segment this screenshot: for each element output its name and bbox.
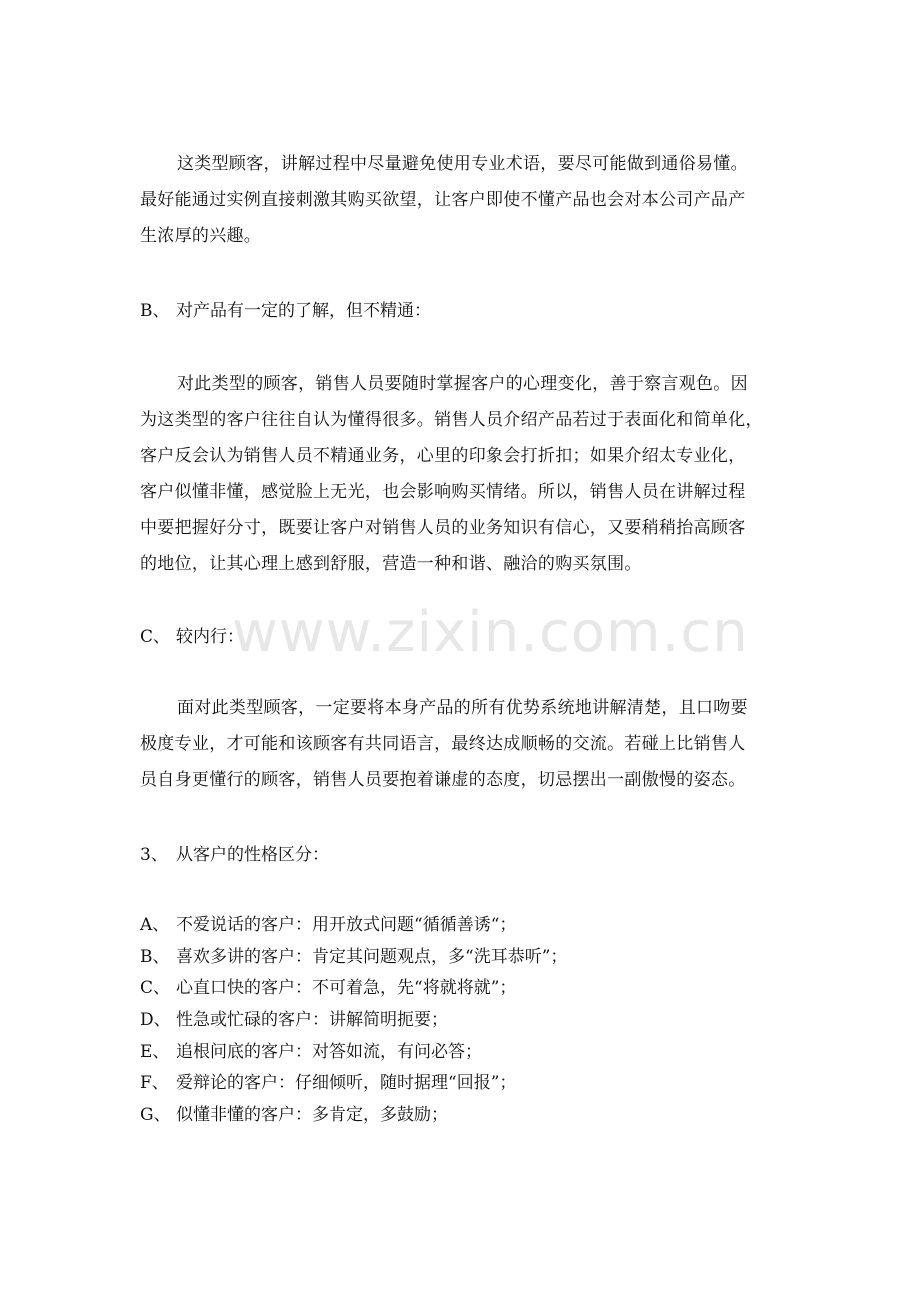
paragraph-c — [140, 690, 780, 798]
list-item — [140, 910, 567, 942]
list-item-text: 爱辩论的客户：仔细倾听，随时据理“回报”； — [176, 1073, 517, 1094]
watermark: www.zixin.com.cn — [232, 600, 749, 665]
list-item-text: 似懂非懂的客户：多肯定，多鼓励； — [176, 1105, 448, 1126]
paragraph-line: 员自身更懂行的顾客，销售人员要抱着谦虚的态度，切忌摆出一副傲慢的姿态。 — [140, 770, 746, 790]
list-item-text: 心直口快的客户：不可着急，先“将就将就”； — [176, 978, 517, 999]
paragraph-line: 中要把握好分寸，既要让客户对销售人员的业务知识有信心，又要稍稍抬高顾客 — [140, 518, 746, 538]
list-marker: G、 — [140, 1105, 171, 1126]
list-item — [140, 1068, 567, 1100]
paragraph-line: 最好能通过实例直接刺激其购买欲望，让客户即使不懂产品也会对本公司产品产 — [140, 190, 746, 210]
list-item-text: 不爱说话的客户：用开放式问题“循循善诱“； — [176, 915, 517, 935]
section-marker: 3、 — [140, 845, 168, 865]
list-item-text: 性急或忙碌的客户：讲解简明扼要； — [176, 1010, 448, 1031]
section-heading-text: 对产品有一定的了解，但不精通： — [176, 301, 431, 321]
list-marker: B、 — [140, 946, 170, 967]
list-item — [140, 1005, 567, 1037]
paragraph-line: 极度专业，才可能和该顾客有共同语言，最终达成顺畅的交流。若碰上比销售人 — [140, 734, 746, 754]
section-heading-text: 从客户的性格区分： — [176, 845, 329, 865]
paragraph-line: 为这类型的客户往往自认为懂得很多。销售人员介绍产品若过于表面化和简单化， — [140, 410, 763, 430]
paragraph-line: 生浓厚的兴趣。 — [140, 226, 262, 246]
paragraph-line: 对此类型的顾客，销售人员要随时掌握客户的心理变化，善于察言观色。因 — [177, 374, 748, 394]
list-item — [140, 1100, 567, 1132]
section-heading-3 — [140, 841, 329, 869]
list-item — [140, 942, 567, 974]
paragraph-intro — [140, 146, 780, 254]
paragraph-b — [140, 366, 780, 582]
list-marker: C、 — [140, 978, 171, 999]
list-marker: E、 — [140, 1041, 170, 1062]
list-marker: A、 — [140, 915, 170, 935]
paragraph-line: 的地位，让其心理上感到舒服，营造一种和谐、融洽的购买氛围。 — [140, 554, 642, 574]
section-marker: C、 — [140, 627, 171, 647]
paragraph-line: 面对此类型顾客，一定要将本身产品的所有优势系统地讲解清楚，且口吻要 — [177, 698, 748, 718]
list-item-text: 追根问底的客户：对答如流，有问必答； — [176, 1041, 482, 1062]
list-item — [140, 1037, 567, 1069]
paragraph-line: 客户似懂非懂，感觉脸上无光，也会影响购买情绪。所以，销售人员在讲解过程 — [140, 482, 746, 502]
section-heading-b — [140, 297, 431, 325]
list-marker: D、 — [140, 1010, 171, 1031]
paragraph-line: 客户反会认为销售人员不精通业务，心里的印象会打折扣；如果介绍太专业化， — [140, 446, 746, 466]
paragraph-line: 这类型顾客，讲解过程中尽量避免使用专业术语，要尽可能做到通俗易懂。 — [177, 154, 748, 174]
list-marker: F、 — [140, 1073, 169, 1094]
list-item-text: 喜欢多讲的客户：肯定其问题观点，多“洗耳恭听”； — [176, 946, 568, 967]
customer-type-list — [140, 910, 567, 1132]
section-marker: B、 — [140, 301, 170, 321]
list-item — [140, 973, 567, 1005]
section-heading-c — [140, 623, 244, 651]
section-heading-text: 较内行： — [176, 627, 244, 647]
